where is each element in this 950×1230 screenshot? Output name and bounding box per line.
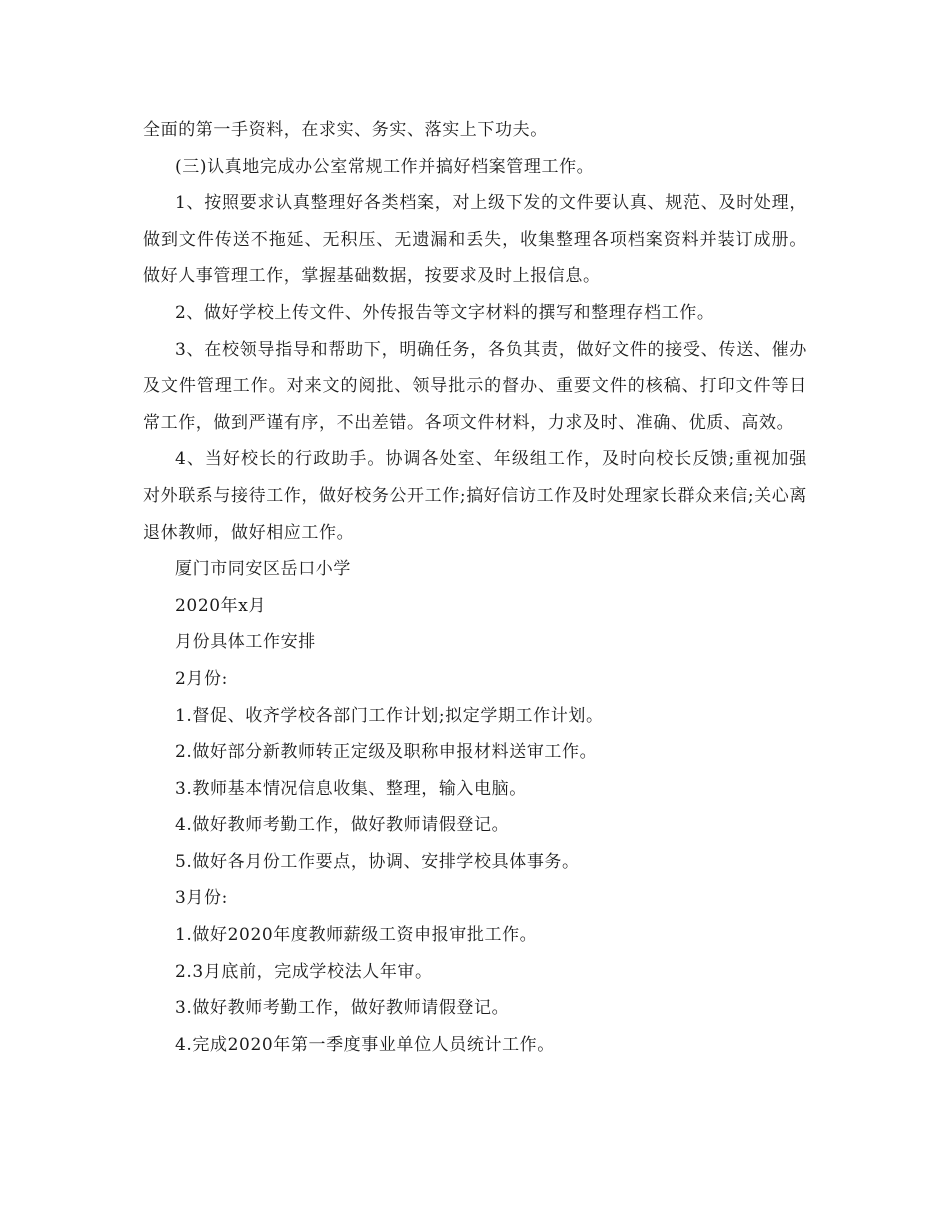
feb-task-2: 2.做好部分新教师转正定级及职称申报材料送审工作。 [175, 742, 598, 763]
mar-task-3: 3.做好教师考勤工作，做好教师请假登记。 [175, 998, 510, 1019]
paragraph-item-2: 2、做好学校上传文件、外传报告等文字材料的撰写和整理存档工作。 [175, 302, 715, 323]
paragraph-item-3: 3、在校领导指导和帮助下，明确任务，各负其责，做好文件的接受、传送、催办及文件管理工作。对来文的阅批、领导批示的督办、重要文件的核稿、打印文件等日常工作，做到严谨有序，不出差错。各项文件材料，力求及时、准确、优质、高效。 [143, 339, 807, 433]
paragraph-item-4: 4、当好校长的行政助手。协调各处室、年级组工作，及时向校长反馈;重视加强对外联系与接待工作，做好校务公开工作;搞好信访工作及时处理家长群众来信;关心离退休教师，做好相应工作。 [143, 449, 807, 543]
paragraph-continuation: 全面的第一手资料，在求实、务实、落实上下功夫。 [143, 120, 548, 140]
school-name: 厦门市同安区岳口小学 [175, 559, 351, 580]
month-heading-feb: 2月份: [175, 668, 228, 689]
mar-task-4: 4.完成2020年第一季度事业单位人员统计工作。 [175, 1034, 555, 1055]
feb-task-4: 4.做好教师考勤工作，做好教师请假登记。 [175, 815, 510, 836]
feb-task-3: 3.教师基本情况信息收集、整理，输入电脑。 [175, 778, 527, 799]
mar-task-1: 1.做好2020年度教师薪级工资申报审批工作。 [175, 925, 538, 946]
paragraph-item-1: 1、按照要求认真整理好各类档案，对上级下发的文件要认真、规范、及时处理，做到文件传送不拖延、无积压、无遗漏和丢失，收集整理各项档案资料并装订成册。做好人事管理工作，掌握基础数据，按要求及时上报信息。 [143, 193, 807, 287]
monthly-schedule-title: 月份具体工作安排 [175, 632, 316, 653]
feb-task-1: 1.督促、收齐学校各部门工作计划;拟定学期工作计划。 [175, 705, 604, 726]
document-date: 2020年x月 [175, 595, 267, 616]
section-heading-3: (三)认真地完成办公室常规工作并搞好档案管理工作。 [175, 156, 595, 177]
month-heading-mar: 3月份: [175, 888, 228, 909]
feb-task-5: 5.做好各月份工作要点，协调、安排学校具体事务。 [175, 851, 580, 872]
mar-task-2: 2.3月底前，完成学校法人年审。 [175, 961, 433, 982]
document-body [143, 112, 807, 1063]
